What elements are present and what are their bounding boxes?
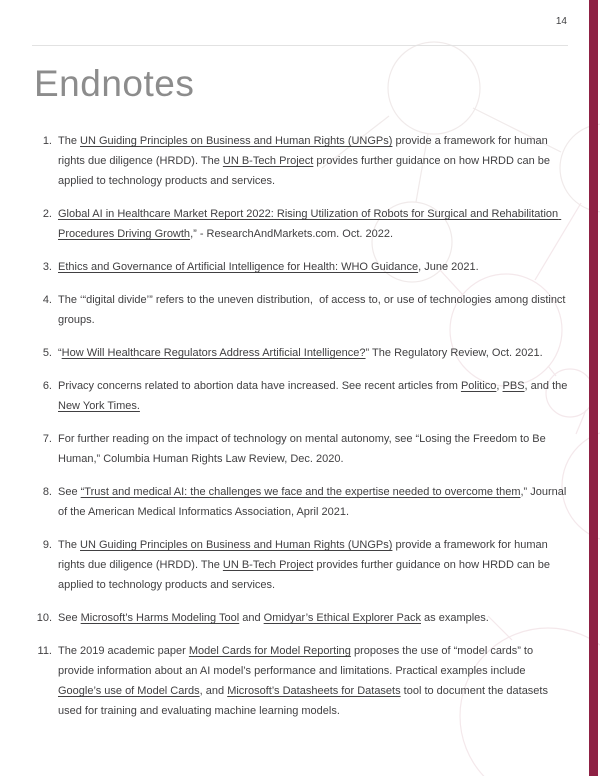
endnote-text-run: ,” Journal of the American Medical Informatics Association, April 2021. (58, 486, 570, 518)
endnote-text (58, 376, 569, 416)
endnote-item (35, 257, 569, 277)
endnote-link[interactable]: UN B-Tech Project (222, 559, 314, 571)
endnote-item (35, 641, 569, 721)
endnote-text (58, 343, 569, 363)
endnote-text (58, 131, 569, 191)
endnote-text-run: , and (199, 685, 228, 697)
endnote-link[interactable]: PBS (502, 380, 525, 392)
endnote-item (35, 343, 569, 363)
endnote-number: 10. (36, 612, 52, 624)
endnote-text-run: The (58, 135, 81, 147)
endnote-text (58, 641, 569, 721)
endnote-number: 8. (42, 486, 52, 498)
endnote-text-run: See (58, 612, 81, 624)
endnote-text-run: , (496, 380, 503, 392)
page-title: Endnotes (34, 63, 195, 104)
endnote-text (58, 204, 569, 244)
endnote-link[interactable]: Microsoft’s Datasheets for Datasets (227, 685, 401, 697)
endnote-text-run: For further reading on the impact of technology on mental autonomy, see “Losing the Freedom to Be Human,” Columbia Human Rights Law Review, Dec. 2020. (58, 433, 549, 465)
endnote-link[interactable]: Omidyar’s Ethical Explorer Pack (263, 612, 421, 624)
endnote-text-run: , and the (524, 380, 571, 392)
endnote-number: 11. (37, 645, 52, 657)
endnote-text-run: tool to document the datasets used for training and evaluating machine learning models. (58, 685, 552, 717)
endnote-text-run: provide a framework for human rights due diligence (HRDD). The (58, 539, 551, 571)
endnote-text-run: as examples. (420, 612, 489, 624)
endnote-text-run: provides further guidance on how HRDD can be applied to technology products and services. (58, 155, 554, 187)
endnote-number: 1. (42, 135, 52, 147)
endnote-text-run: The (58, 539, 81, 551)
endnote-text-run: provide a framework for human rights due diligence (HRDD). The (58, 135, 551, 167)
endnote-text (58, 257, 569, 277)
endnote-link[interactable]: Global AI in Healthcare Market Report 2022: Rising Utilization of Robots for Surgical and Rehabilitation Procedures Driving Growth (58, 208, 562, 240)
endnote-text-run: The ‘“digital divide’” refers to the uneven distribution, of access to, or use of technologies among distinct groups. (58, 294, 569, 326)
endnote-link[interactable]: UN Guiding Principles on Business and Human Rights (UNGPs) (80, 539, 393, 551)
endnote-link[interactable]: Politico (460, 380, 497, 392)
endnote-item (35, 204, 569, 244)
endnote-link[interactable]: UN B-Tech Project (222, 155, 314, 167)
endnote-text-run: , June 2021. (418, 261, 479, 273)
endnote-item (35, 290, 569, 330)
endnote-link[interactable]: Google’s use of Model Cards (58, 685, 200, 697)
endnote-link[interactable]: How Will Healthcare Regulators Address Artificial Intelligence? (61, 347, 366, 359)
endnote-number: 6. (42, 380, 52, 392)
endnote-text-run: and (239, 612, 264, 624)
endnote-item (35, 376, 569, 416)
endnote-text-run: proposes the use of “model cards” to provide information about an AI model’s performance and limitations. Practical examples include (58, 645, 537, 677)
endnote-text-run: “ (58, 347, 62, 359)
endnotes-list (35, 131, 569, 734)
endnote-number: 4. (42, 294, 52, 306)
endnote-text (58, 290, 569, 330)
endnote-link[interactable]: Model Cards for Model Reporting (188, 645, 351, 657)
endnote-text-run: See (58, 486, 81, 498)
endnote-text (58, 535, 569, 595)
endnote-text-run: provides further guidance on how HRDD can be applied to technology products and services. (58, 559, 554, 591)
endnote-text-run: The 2019 academic paper (58, 645, 189, 657)
endnote-text-run: ,” - ResearchAndMarkets.com. Oct. 2022. (190, 228, 394, 240)
endnote-number: 2. (42, 208, 52, 220)
endnote-number: 7. (42, 433, 52, 445)
endnote-text (58, 429, 569, 469)
endnote-item (35, 535, 569, 595)
endnote-number: 9. (42, 539, 52, 551)
endnote-item (35, 131, 569, 191)
endnote-link[interactable]: Ethics and Governance of Artificial Intelligence for Health: WHO Guidance (58, 261, 419, 273)
endnote-item (35, 429, 569, 469)
endnote-number: 3. (42, 261, 52, 273)
endnote-link[interactable]: New York Times. (58, 400, 140, 412)
endnote-number: 5. (42, 347, 52, 359)
endnote-link[interactable]: Microsoft’s Harms Modeling Tool (80, 612, 240, 624)
page-number: 14 (555, 16, 567, 27)
page-edge-accent-bar (589, 0, 598, 776)
endnote-text (58, 482, 569, 522)
endnote-text-run: ” The Regulatory Review, Oct. 2021. (365, 347, 543, 359)
endnote-item (35, 482, 569, 522)
endnote-link[interactable]: “Trust and medical AI: the challenges we face and the expertise needed to overcome them (80, 486, 521, 498)
endnote-link[interactable]: UN Guiding Principles on Business and Human Rights (UNGPs) (80, 135, 393, 147)
endnote-text-run: Privacy concerns related to abortion data have increased. See recent articles from (58, 380, 461, 392)
header-rule (32, 45, 568, 46)
endnote-text (58, 608, 569, 628)
endnote-item (35, 608, 569, 628)
